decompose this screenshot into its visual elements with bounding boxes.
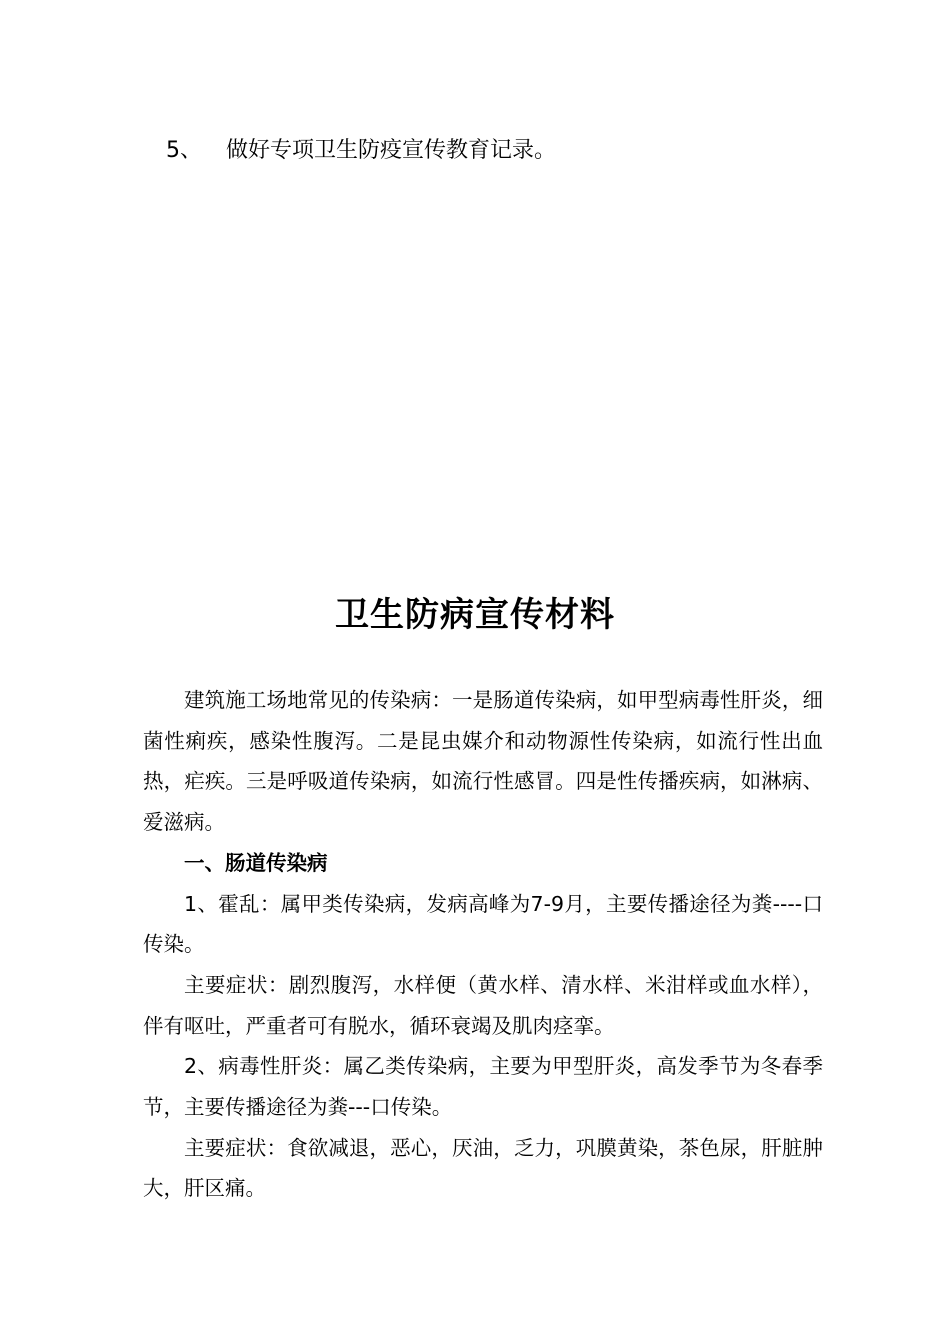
document-body (143, 680, 823, 1209)
list-item-text: 做好专项卫生防疫宣传教育记录。 (226, 138, 557, 163)
section-heading: 一、肠道传染病 (184, 850, 328, 875)
paragraph-cholera-symptoms: 主要症状：剧烈腹泻，水样便（黄水样、清水样、米泔样或血水样），伴有呕吐，严重者可有脱水，循环衰竭及肌肉痉挛。 (143, 972, 823, 1038)
intro-paragraph: 建筑施工场地常见的传染病：一是肠道传染病，如甲型病毒性肝炎，细菌性痢疾，感染性腹泻。二是昆虫媒介和动物源性传染病，如流行性出血热，疟疾。三是呼吸道传染病，如流行性感冒。四是性传播疾病，如淋病、爱滋病。 (143, 688, 823, 835)
paragraph-cholera: 1、霍乱：属甲类传染病，发病高峰为7-9月，主要传播途径为粪----口传染。 (143, 891, 823, 957)
list-item-5 (166, 133, 556, 169)
paragraph-hepatitis: 2、病毒性肝炎：属乙类传染病，主要为甲型肝炎，高发季节为冬春季节，主要传播途径为粪---口传染。 (143, 1054, 823, 1120)
list-item-number: 5、 (166, 138, 202, 163)
paragraph-hepatitis-symptoms: 主要症状：食欲减退，恶心，厌油，乏力，巩膜黄染，茶色尿，肝脏肿大，肝区痛。 (143, 1135, 823, 1201)
page-title: 卫生防病宣传材料 (335, 595, 615, 635)
